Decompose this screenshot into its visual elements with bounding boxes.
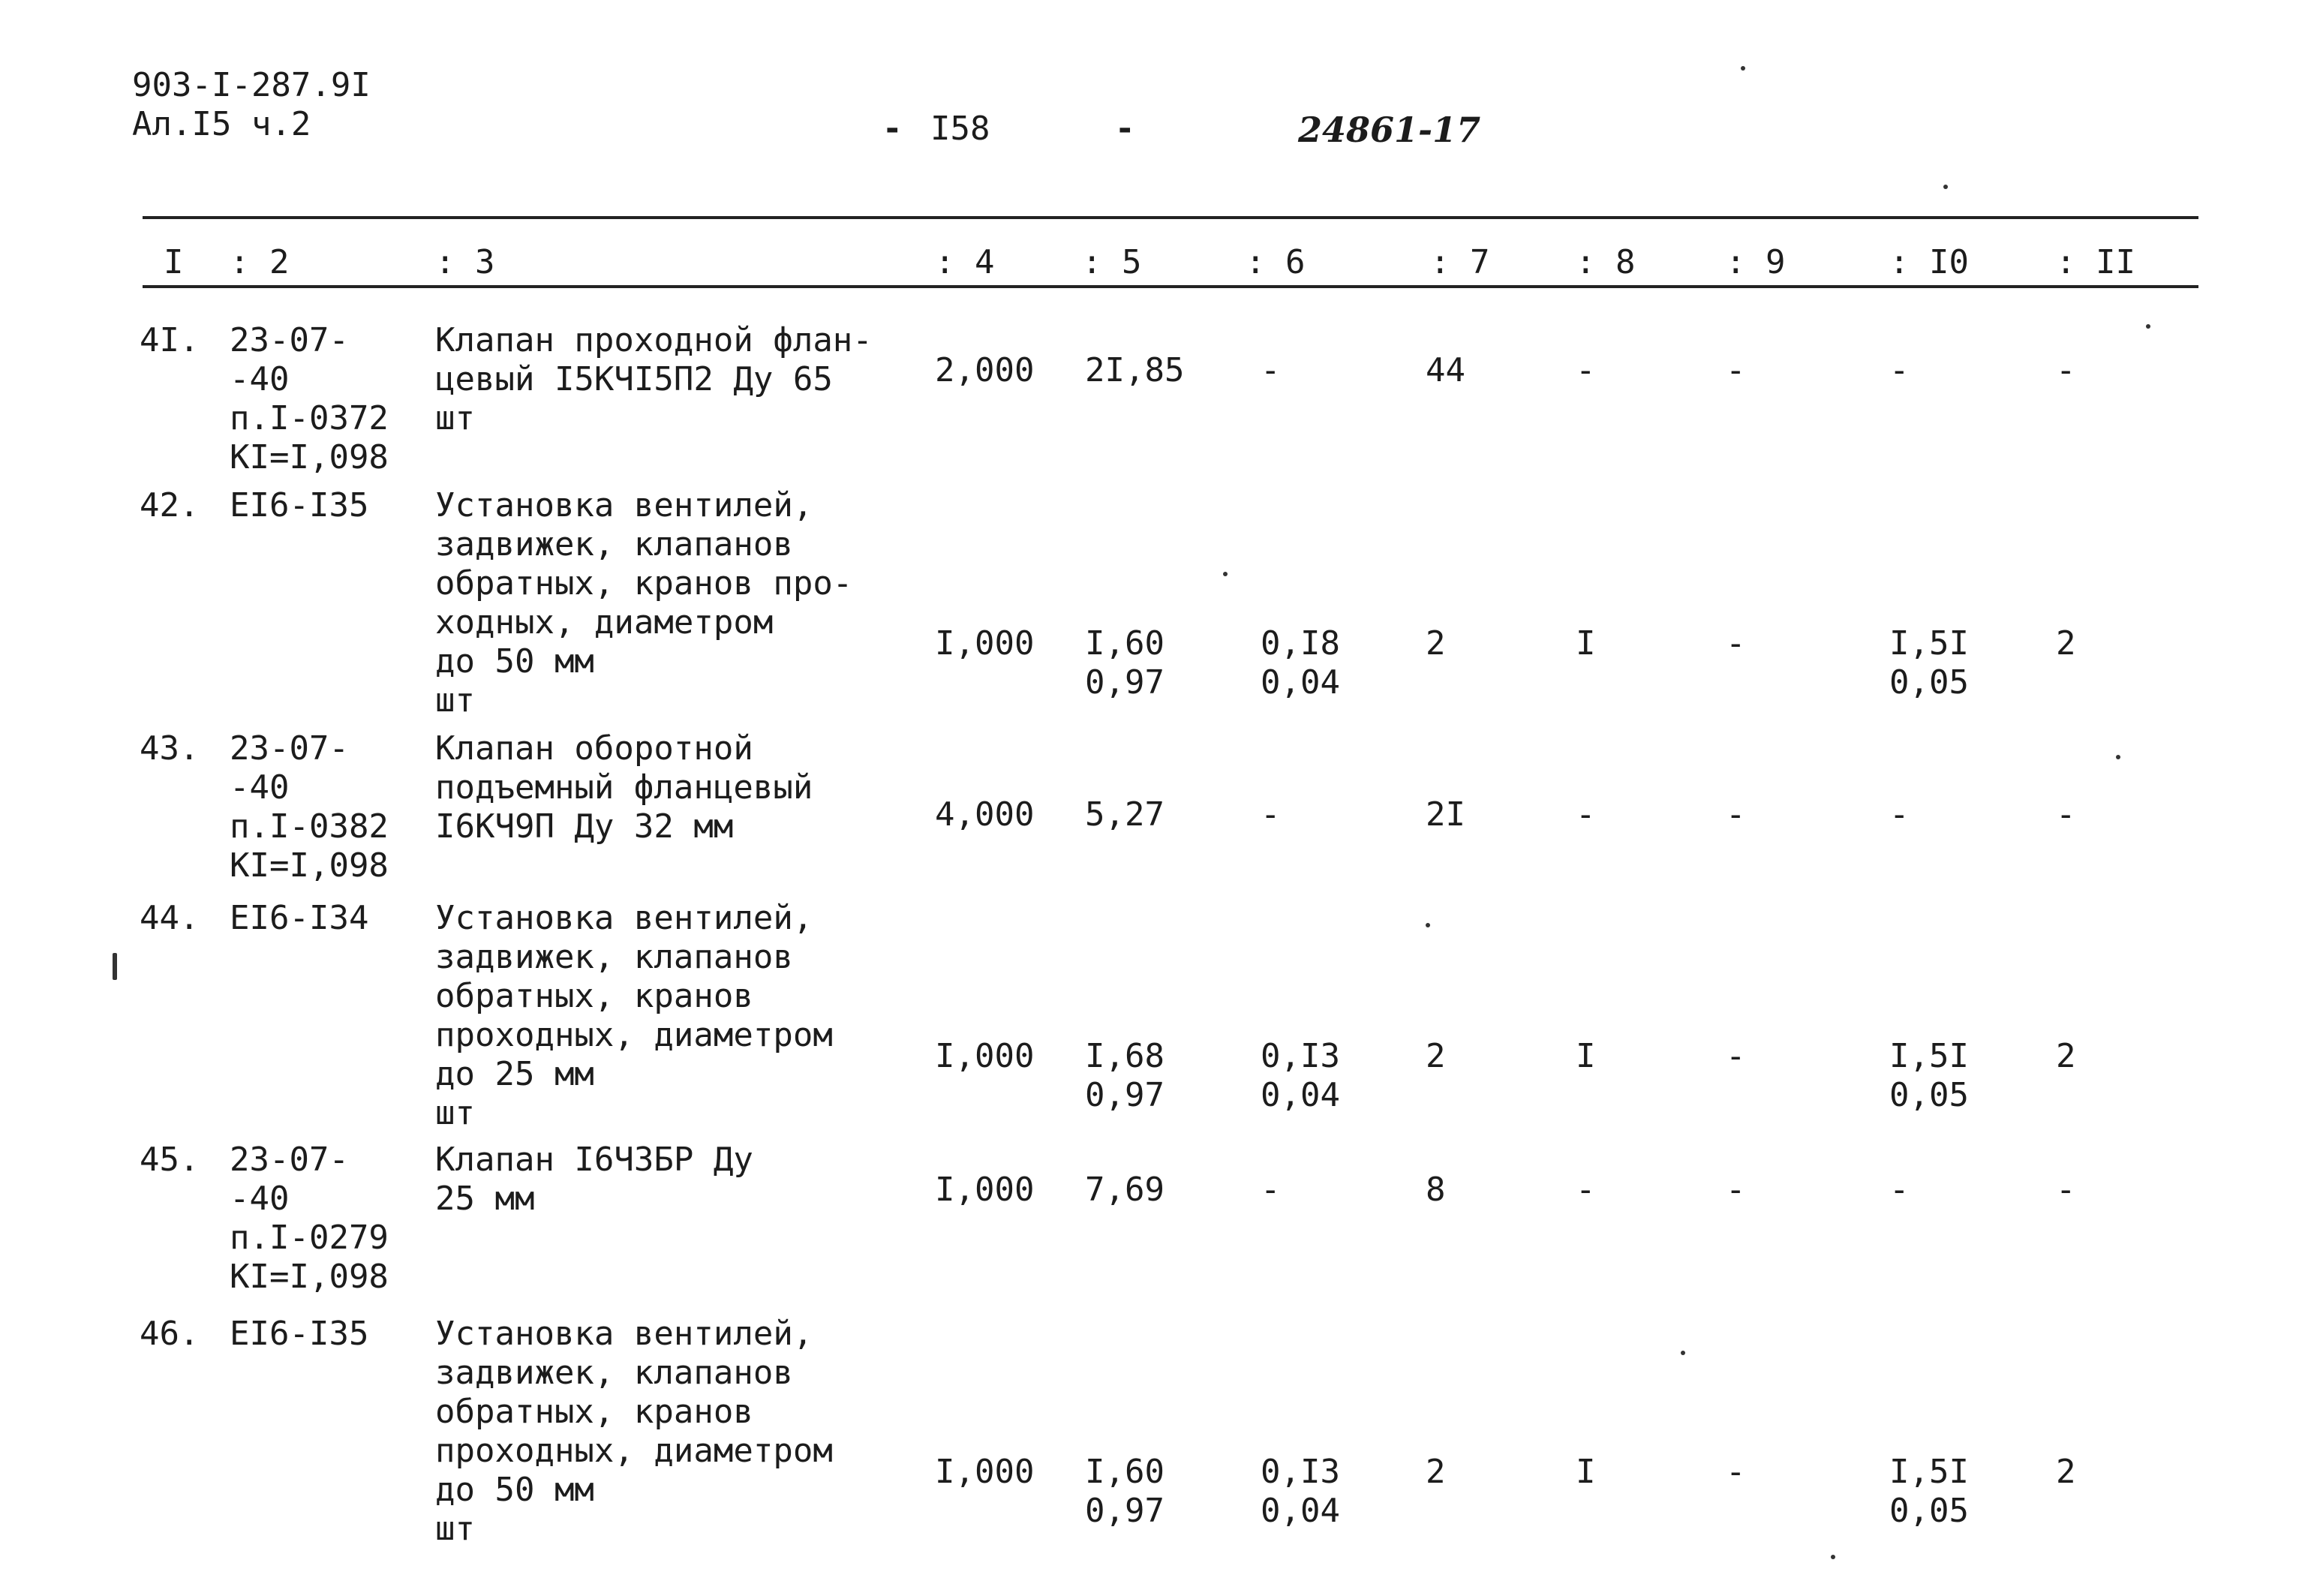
col-8-value-line: I — [1576, 624, 1596, 663]
work-description-line: шт — [435, 399, 475, 437]
col-11-value-line: - — [2056, 1171, 2076, 1209]
work-description — [435, 729, 813, 846]
col-7-value — [1426, 1453, 1446, 1492]
work-description-line: задвижек, клапанов — [435, 1354, 793, 1392]
col-10-value — [1889, 1037, 1969, 1115]
col-11-value — [2056, 624, 2076, 663]
col-6-value-line: - — [1261, 1171, 1281, 1209]
col-header-3: : 3 — [435, 243, 495, 281]
work-description-line: цевый I5КЧI5П2 Ду 65 — [435, 360, 833, 398]
col-7-value — [1426, 1037, 1446, 1076]
row-number-line: 42. — [140, 486, 200, 524]
col-8-value-line: I — [1576, 1453, 1596, 1491]
work-description-line: до 50 мм — [435, 642, 594, 681]
col-7-value — [1426, 351, 1465, 390]
col-6-value-line: - — [1261, 351, 1281, 389]
col-10-value — [1889, 624, 1969, 702]
col-8-value — [1576, 1171, 1596, 1210]
col-9-value — [1726, 351, 1746, 390]
rate-code — [230, 321, 389, 477]
unit-cost — [1085, 1453, 1165, 1531]
scan-speck — [1943, 185, 1948, 189]
row-number-line: 46. — [140, 1315, 200, 1353]
quantity — [935, 624, 1034, 663]
col-11-value-line: 2 — [2056, 1453, 2076, 1491]
work-description-line: проходных, диаметром — [435, 1016, 833, 1054]
col-header-5: : 5 — [1082, 243, 1142, 281]
col-6-value-line: 0,I8 — [1261, 624, 1340, 663]
work-description — [435, 1315, 833, 1549]
work-description-line: Клапан проходной флан- — [435, 321, 873, 359]
col-6-value-line: 0,04 — [1261, 1076, 1340, 1114]
col-7-value-line: 2 — [1426, 624, 1446, 663]
col-10-value-line: 0,05 — [1889, 1492, 1969, 1530]
col-7-value — [1426, 795, 1465, 834]
col-7-value-line: 8 — [1426, 1171, 1446, 1209]
col-10-value — [1889, 795, 1910, 834]
col-6-value-line: 0,I3 — [1261, 1037, 1340, 1075]
row-number — [140, 1315, 199, 1354]
col-header-11: : II — [2056, 243, 2135, 281]
col-10-value-line: 0,05 — [1889, 663, 1969, 702]
col-9-value-line: - — [1726, 1037, 1746, 1075]
unit-cost-line: I,68 — [1085, 1037, 1165, 1075]
col-6-value-line: 0,04 — [1261, 1492, 1340, 1530]
work-description-line: обратных, кранов — [435, 977, 753, 1015]
quantity-line: I,000 — [935, 1171, 1035, 1209]
row-number — [140, 1141, 199, 1180]
col-7-value-line: 44 — [1426, 351, 1465, 389]
col-8-value — [1576, 1037, 1596, 1076]
work-description-line: 25 мм — [435, 1180, 535, 1218]
col-8-value-line: - — [1576, 795, 1596, 834]
document-code: 903-I-287.9I — [132, 66, 371, 104]
rate-code-line: п.I-0372 — [230, 399, 389, 437]
col-9-value-line: - — [1726, 1453, 1746, 1491]
col-9-value-line: - — [1726, 351, 1746, 389]
unit-cost-line: 0,97 — [1085, 663, 1165, 702]
col-11-value — [2056, 351, 2076, 390]
col-9-value — [1726, 624, 1746, 663]
work-description-line: Клапан оборотной — [435, 729, 753, 768]
page-dash-left: - — [882, 110, 903, 148]
rate-code — [230, 899, 368, 938]
work-description-line: ходных, диаметром — [435, 603, 774, 642]
rate-code — [230, 1141, 389, 1297]
work-description — [435, 486, 852, 720]
col-header-4: : 4 — [935, 243, 995, 281]
scan-mark — [113, 953, 117, 980]
rate-code-line: -40 — [230, 1180, 290, 1218]
work-description-line: обратных, кранов про- — [435, 564, 853, 603]
work-description-line: Установка вентилей, — [435, 899, 813, 937]
unit-cost-line: 2I,85 — [1085, 351, 1185, 389]
header-bottom-rule — [143, 285, 2198, 288]
col-6-value — [1261, 351, 1281, 390]
col-10-value-line: - — [1889, 795, 1910, 834]
col-9-value — [1726, 1171, 1746, 1210]
col-8-value — [1576, 351, 1596, 390]
col-10-value-line: - — [1889, 1171, 1910, 1209]
header-top-rule — [143, 216, 2198, 219]
scan-speck — [1223, 572, 1228, 576]
col-11-value — [2056, 1453, 2076, 1492]
rate-code-line: EI6-I35 — [230, 1315, 369, 1353]
work-description-line: проходных, диаметром — [435, 1432, 833, 1470]
album-reference: Ал.I5 ч.2 — [132, 105, 311, 143]
unit-cost-line: 0,97 — [1085, 1492, 1165, 1530]
col-11-value — [2056, 1171, 2076, 1210]
col-header-6: : 6 — [1246, 243, 1306, 281]
col-11-value-line: 2 — [2056, 1037, 2076, 1075]
rate-code-line: 23-07- — [230, 729, 349, 768]
quantity — [935, 1037, 1034, 1076]
work-description-line: задвижек, клапанов — [435, 938, 793, 976]
rate-code-line: п.I-0279 — [230, 1219, 389, 1257]
col-11-value-line: - — [2056, 351, 2076, 389]
unit-cost — [1085, 1037, 1165, 1115]
work-description-line: Клапан I6Ч3БР Ду — [435, 1141, 753, 1179]
col-8-value — [1576, 1453, 1596, 1492]
unit-cost-line: I,60 — [1085, 624, 1165, 663]
col-6-value — [1261, 795, 1281, 834]
col-6-value — [1261, 624, 1340, 702]
col-8-value — [1576, 624, 1596, 663]
rate-code-line: КI=I,098 — [230, 846, 389, 885]
col-11-value-line: 2 — [2056, 624, 2076, 663]
col-10-value — [1889, 1171, 1910, 1210]
work-description-line: шт — [435, 681, 475, 720]
work-description-line: до 25 мм — [435, 1055, 594, 1093]
col-6-value-line: 0,04 — [1261, 663, 1340, 702]
col-9-value — [1726, 1037, 1746, 1076]
scan-speck — [2146, 324, 2150, 329]
col-10-value-line: I,5I — [1889, 624, 1969, 663]
row-number-line: 44. — [140, 899, 200, 937]
rate-code-line: 23-07- — [230, 1141, 349, 1179]
col-7-value — [1426, 624, 1446, 663]
page-dash-right: - — [1115, 110, 1135, 148]
rate-code — [230, 729, 389, 885]
page-number: I58 — [930, 110, 990, 148]
scan-speck — [2116, 755, 2120, 759]
col-11-value — [2056, 1037, 2076, 1076]
quantity — [935, 1453, 1034, 1492]
quantity-line: I,000 — [935, 1453, 1035, 1491]
work-description — [435, 899, 833, 1133]
col-header-10: : I0 — [1889, 243, 1969, 281]
rate-code-line: 23-07- — [230, 321, 349, 359]
quantity — [935, 795, 1034, 834]
row-number — [140, 321, 199, 360]
work-description — [435, 321, 873, 438]
col-11-value-line: - — [2056, 795, 2076, 834]
col-8-value-line: - — [1576, 1171, 1596, 1209]
row-number — [140, 899, 199, 938]
col-header-2: : 2 — [230, 243, 290, 281]
rate-code-line: п.I-0382 — [230, 807, 389, 846]
col-10-value-line: I,5I — [1889, 1037, 1969, 1075]
scan-speck — [1831, 1555, 1835, 1559]
col-10-value — [1889, 1453, 1969, 1531]
rate-code-line: -40 — [230, 768, 290, 807]
col-header-9: : 9 — [1726, 243, 1786, 281]
work-description-line: шт — [435, 1510, 475, 1548]
col-8-value — [1576, 795, 1596, 834]
col-header-1: I — [164, 243, 184, 281]
rate-code — [230, 1315, 368, 1354]
unit-cost-line: 7,69 — [1085, 1171, 1165, 1209]
work-description-line: обратных, кранов — [435, 1393, 753, 1431]
col-10-value — [1889, 351, 1910, 390]
rate-code-line: EI6-I34 — [230, 899, 369, 937]
col-9-value-line: - — [1726, 795, 1746, 834]
work-description-line: подъемный фланцевый — [435, 768, 813, 807]
row-number-line: 45. — [140, 1141, 200, 1179]
rate-code-line: -40 — [230, 360, 290, 398]
quantity-line: I,000 — [935, 624, 1035, 663]
rate-code-line: EI6-I35 — [230, 486, 369, 524]
col-8-value-line: I — [1576, 1037, 1596, 1075]
work-description-line: задвижек, клапанов — [435, 525, 793, 564]
col-header-8: : 8 — [1576, 243, 1636, 281]
col-7-value-line: 2 — [1426, 1037, 1446, 1075]
col-6-value — [1261, 1453, 1340, 1531]
unit-cost — [1085, 1171, 1165, 1210]
col-6-value — [1261, 1037, 1340, 1115]
col-header-7: : 7 — [1430, 243, 1490, 281]
col-9-value-line: - — [1726, 624, 1746, 663]
rate-code-line: КI=I,098 — [230, 1258, 389, 1296]
col-9-value — [1726, 795, 1746, 834]
row-number-line: 43. — [140, 729, 200, 768]
work-description-line: I6КЧ9П Ду 32 мм — [435, 807, 734, 846]
unit-cost — [1085, 624, 1165, 702]
rate-code — [230, 486, 368, 525]
unit-cost — [1085, 795, 1165, 834]
unit-cost — [1085, 351, 1184, 390]
row-number — [140, 486, 199, 525]
col-6-value-line: 0,I3 — [1261, 1453, 1340, 1491]
col-10-value-line: - — [1889, 351, 1910, 389]
col-9-value — [1726, 1453, 1746, 1492]
scan-speck — [1681, 1351, 1685, 1355]
quantity-line: 2,000 — [935, 351, 1035, 389]
col-9-value-line: - — [1726, 1171, 1746, 1209]
unit-cost-line: I,60 — [1085, 1453, 1165, 1491]
quantity — [935, 351, 1034, 390]
col-6-value — [1261, 1171, 1281, 1210]
col-8-value-line: - — [1576, 351, 1596, 389]
col-7-value-line: 2I — [1426, 795, 1465, 834]
scan-speck — [1741, 66, 1745, 71]
rate-code-line: КI=I,098 — [230, 438, 389, 476]
row-number-line: 4I. — [140, 321, 200, 359]
scan-speck — [1426, 923, 1430, 927]
col-7-value — [1426, 1171, 1446, 1210]
quantity — [935, 1171, 1034, 1210]
unit-cost-line: 5,27 — [1085, 795, 1165, 834]
col-11-value — [2056, 795, 2076, 834]
quantity-line: I,000 — [935, 1037, 1035, 1075]
work-description-line: Установка вентилей, — [435, 486, 813, 524]
col-6-value-line: - — [1261, 795, 1281, 834]
unit-cost-line: 0,97 — [1085, 1076, 1165, 1114]
work-description — [435, 1141, 753, 1219]
work-description-line: Установка вентилей, — [435, 1315, 813, 1353]
col-7-value-line: 2 — [1426, 1453, 1446, 1491]
quantity-line: 4,000 — [935, 795, 1035, 834]
work-description-line: до 50 мм — [435, 1471, 594, 1509]
handwritten-number: 24861-17 — [1298, 110, 1481, 150]
work-description-line: шт — [435, 1094, 475, 1132]
row-number — [140, 729, 199, 768]
col-10-value-line: I,5I — [1889, 1453, 1969, 1491]
col-10-value-line: 0,05 — [1889, 1076, 1969, 1114]
